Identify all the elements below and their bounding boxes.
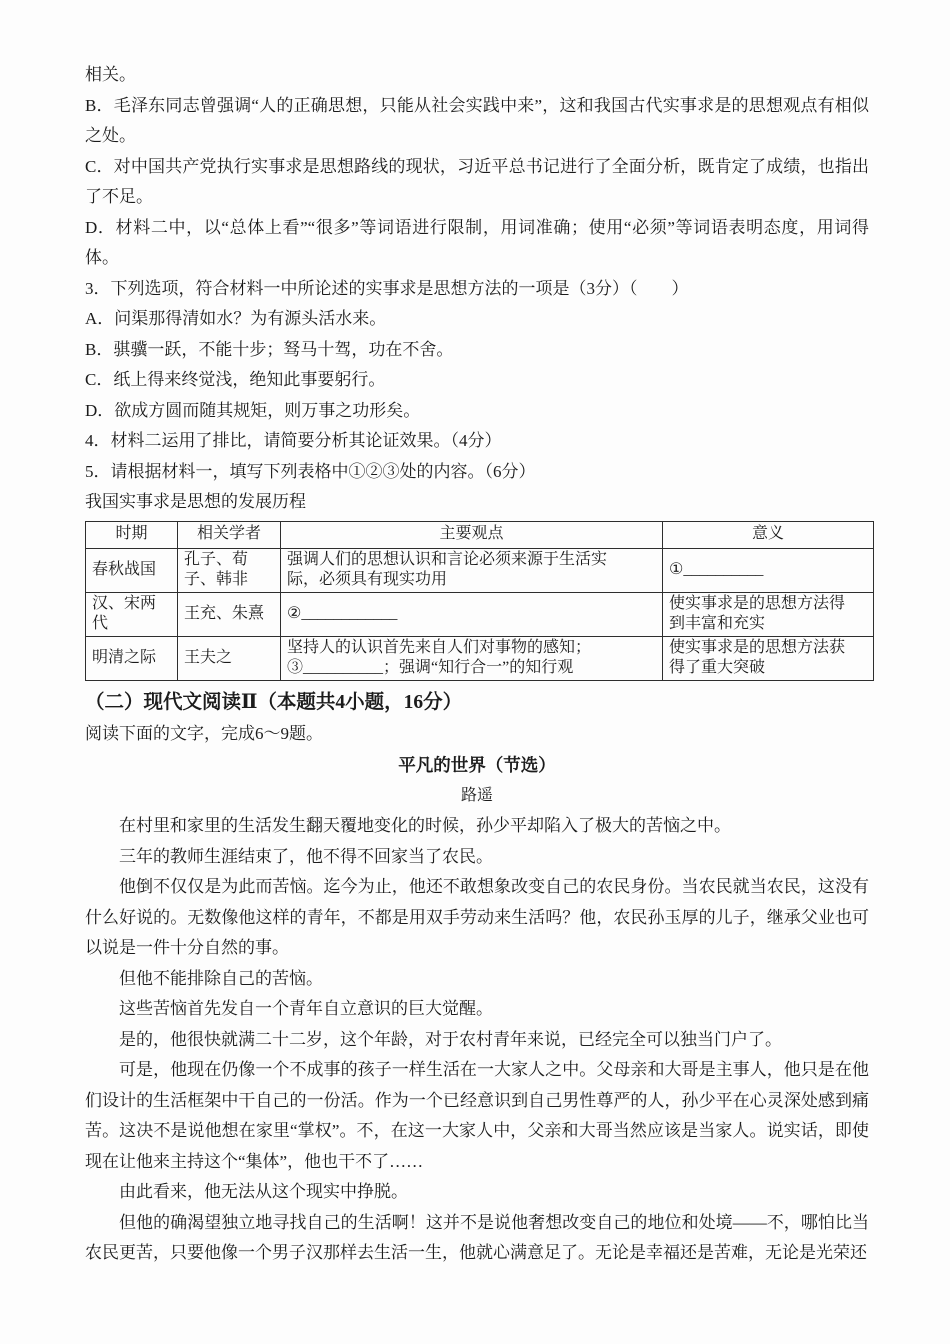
cell-period — [86, 636, 178, 680]
blank-line: ①__________ — [669, 560, 764, 578]
passage-paragraph: 他倒不仅仅是为此而苦恼。迄今为止，他还不敢想象改变自己的农民身份。当农民就当农民，这没有什么好说的。无数像他这样的青年，不都是用双手劳动来生活吗？他，农民孙玉厚的儿子，继承父业也可以说是一件十分自然的事。 — [85, 877, 869, 957]
cell-viewpoint-blank-2 — [281, 592, 663, 636]
cell-text: 明清之际 — [92, 648, 157, 666]
cell-scholars — [178, 548, 281, 592]
header-viewpoint: 主要观点 — [281, 521, 663, 548]
header-scholars: 相关学者 — [178, 521, 281, 548]
q2-option-b: B．毛泽东同志曾强调“人的正确思想，只能从社会实践中来”，这和我国古代实事求是的思想观点有相似之处。 — [85, 95, 869, 145]
passage-paragraph: 但他不能排除自己的苦恼。 — [119, 968, 323, 988]
table-row — [86, 548, 874, 592]
cell-viewpoint-blank-3 — [281, 636, 663, 680]
q4-text: 4．材料二运用了排比，请简要分析其论证效果。（4分） — [85, 431, 502, 450]
header-significance: 意义 — [663, 521, 874, 548]
section-2-intro: 阅读下面的文字，完成6～9题。 — [85, 723, 323, 743]
cell-significance-blank-1 — [663, 548, 874, 592]
cell-text: 汉、宋两 — [92, 594, 157, 612]
cell-period — [86, 592, 178, 636]
cell-text: 使实事求是的思想方法获 — [669, 638, 846, 656]
cell-text: 际，必须具有现实功用 — [287, 571, 448, 588]
section-2-heading: （二）现代文阅读Ⅱ（本题共4小题，16分） — [85, 691, 463, 713]
cell-text: 到丰富和充实 — [669, 615, 766, 632]
cell-significance — [663, 636, 874, 680]
blank-line: ②____________ — [287, 604, 398, 622]
cell-period — [86, 548, 178, 592]
carryover-line: 相关。 — [85, 65, 136, 84]
q3-option-b: B．骐骥一跃，不能十步；驽马十驾，功在不舍。 — [85, 339, 454, 359]
table-caption: 我国实事求是思想的发展历程 — [85, 492, 306, 511]
table-header-row — [86, 521, 874, 548]
q3-option-c: C．纸上得来终觉浅，绝知此事要躬行。 — [85, 370, 386, 389]
passage-paragraph: 是的，他很快就满二十二岁，这个年龄，对于农村青年来说，已经完全可以独当门户了。 — [119, 1029, 782, 1049]
cell-text: 孔子、荀 — [184, 550, 249, 568]
q2-option-d: D．材料二中，以“总体上看”“很多”等词语进行限制，用词准确；使用“必须”等词语表明态度，用词得体。 — [85, 217, 869, 267]
passage-paragraph: 由此看来，他无法从这个现实中挣脱。 — [119, 1182, 408, 1201]
cell-scholars — [178, 592, 281, 636]
cell-text: 强调人们的思想认识和言论必须来源于生活实 — [287, 550, 608, 568]
passage-paragraph: 但他的确渴望独立地寻找自己的生活啊！这并不是说他奢想改变自己的地位和处境——不，哪怕比当农民更苦，只要他像一个男子汉那样去生活一生，他就心满意足了。无论是幸福还是苦难，无论是光荣还 — [85, 1212, 869, 1262]
table-row — [86, 592, 874, 636]
cell-scholars — [178, 636, 281, 680]
cell-text: 坚持人的认识首先来自人们对事物的感知； — [287, 638, 592, 656]
cell-text: 使实事求是的思想方法得 — [669, 594, 846, 612]
passage-paragraph: 在村里和家里的生活发生翻天覆地变化的时候，孙少平却陷入了极大的苦恼之中。 — [119, 816, 731, 835]
q3-option-a: A．问渠那得清如水？为有源头活水来。 — [85, 309, 387, 328]
cell-text: 王充、朱熹 — [184, 604, 265, 622]
page-content — [85, 60, 869, 1269]
cell-text: 代 — [92, 615, 109, 632]
cell-viewpoint — [281, 548, 663, 592]
cell-text: 得了重大突破 — [669, 659, 766, 676]
table-row — [86, 636, 874, 680]
passage-title: 平凡的世界（节选） — [398, 755, 556, 775]
passage-paragraph: 三年的教师生涯结束了，他不得不回家当了农民。 — [119, 846, 493, 866]
cell-significance — [663, 592, 874, 636]
passage-paragraph: 可是，他现在仍像一个不成事的孩子一样生活在一大家人之中。父母亲和大哥是主事人，他只是在他们设计的生活框架中干自己的一份活。作为一个已经意识到自己男性尊严的人，孙少平在心灵深处感到痛苦。这决不是说他想在家里“掌权”。不，在这一大家人中，父亲和大哥当然应该是当家人。说实话，即使现在让他来主持这个“集体”，他也干不了…… — [85, 1060, 869, 1171]
development-table — [85, 521, 874, 681]
blank-line: ③__________；强调“知行合一”的知行观 — [287, 659, 574, 676]
q3-stem: 3．下列选项，符合材料一中所论述的实事求是思想方法的一项是（3分）（ ） — [85, 278, 689, 298]
q2-option-c: C．对中国共产党执行实事求是思想路线的现状，习近平总书记进行了全面分析，既肯定了成绩，也指出了不足。 — [85, 156, 869, 206]
passage-author: 路遥 — [460, 787, 493, 804]
cell-text: 王夫之 — [184, 648, 233, 666]
passage-paragraph: 这些苦恼首先发自一个青年自立意识的巨大觉醒。 — [119, 999, 493, 1018]
q5-text: 5．请根据材料一，填写下列表格中①②③处的内容。（6分） — [85, 461, 536, 481]
header-period: 时期 — [86, 521, 178, 548]
cell-text: 春秋战国 — [92, 560, 157, 578]
q3-option-d: D．欲成方圆而随其规矩，则万事之功形矣。 — [85, 400, 421, 420]
cell-text: 子、韩非 — [184, 571, 249, 588]
